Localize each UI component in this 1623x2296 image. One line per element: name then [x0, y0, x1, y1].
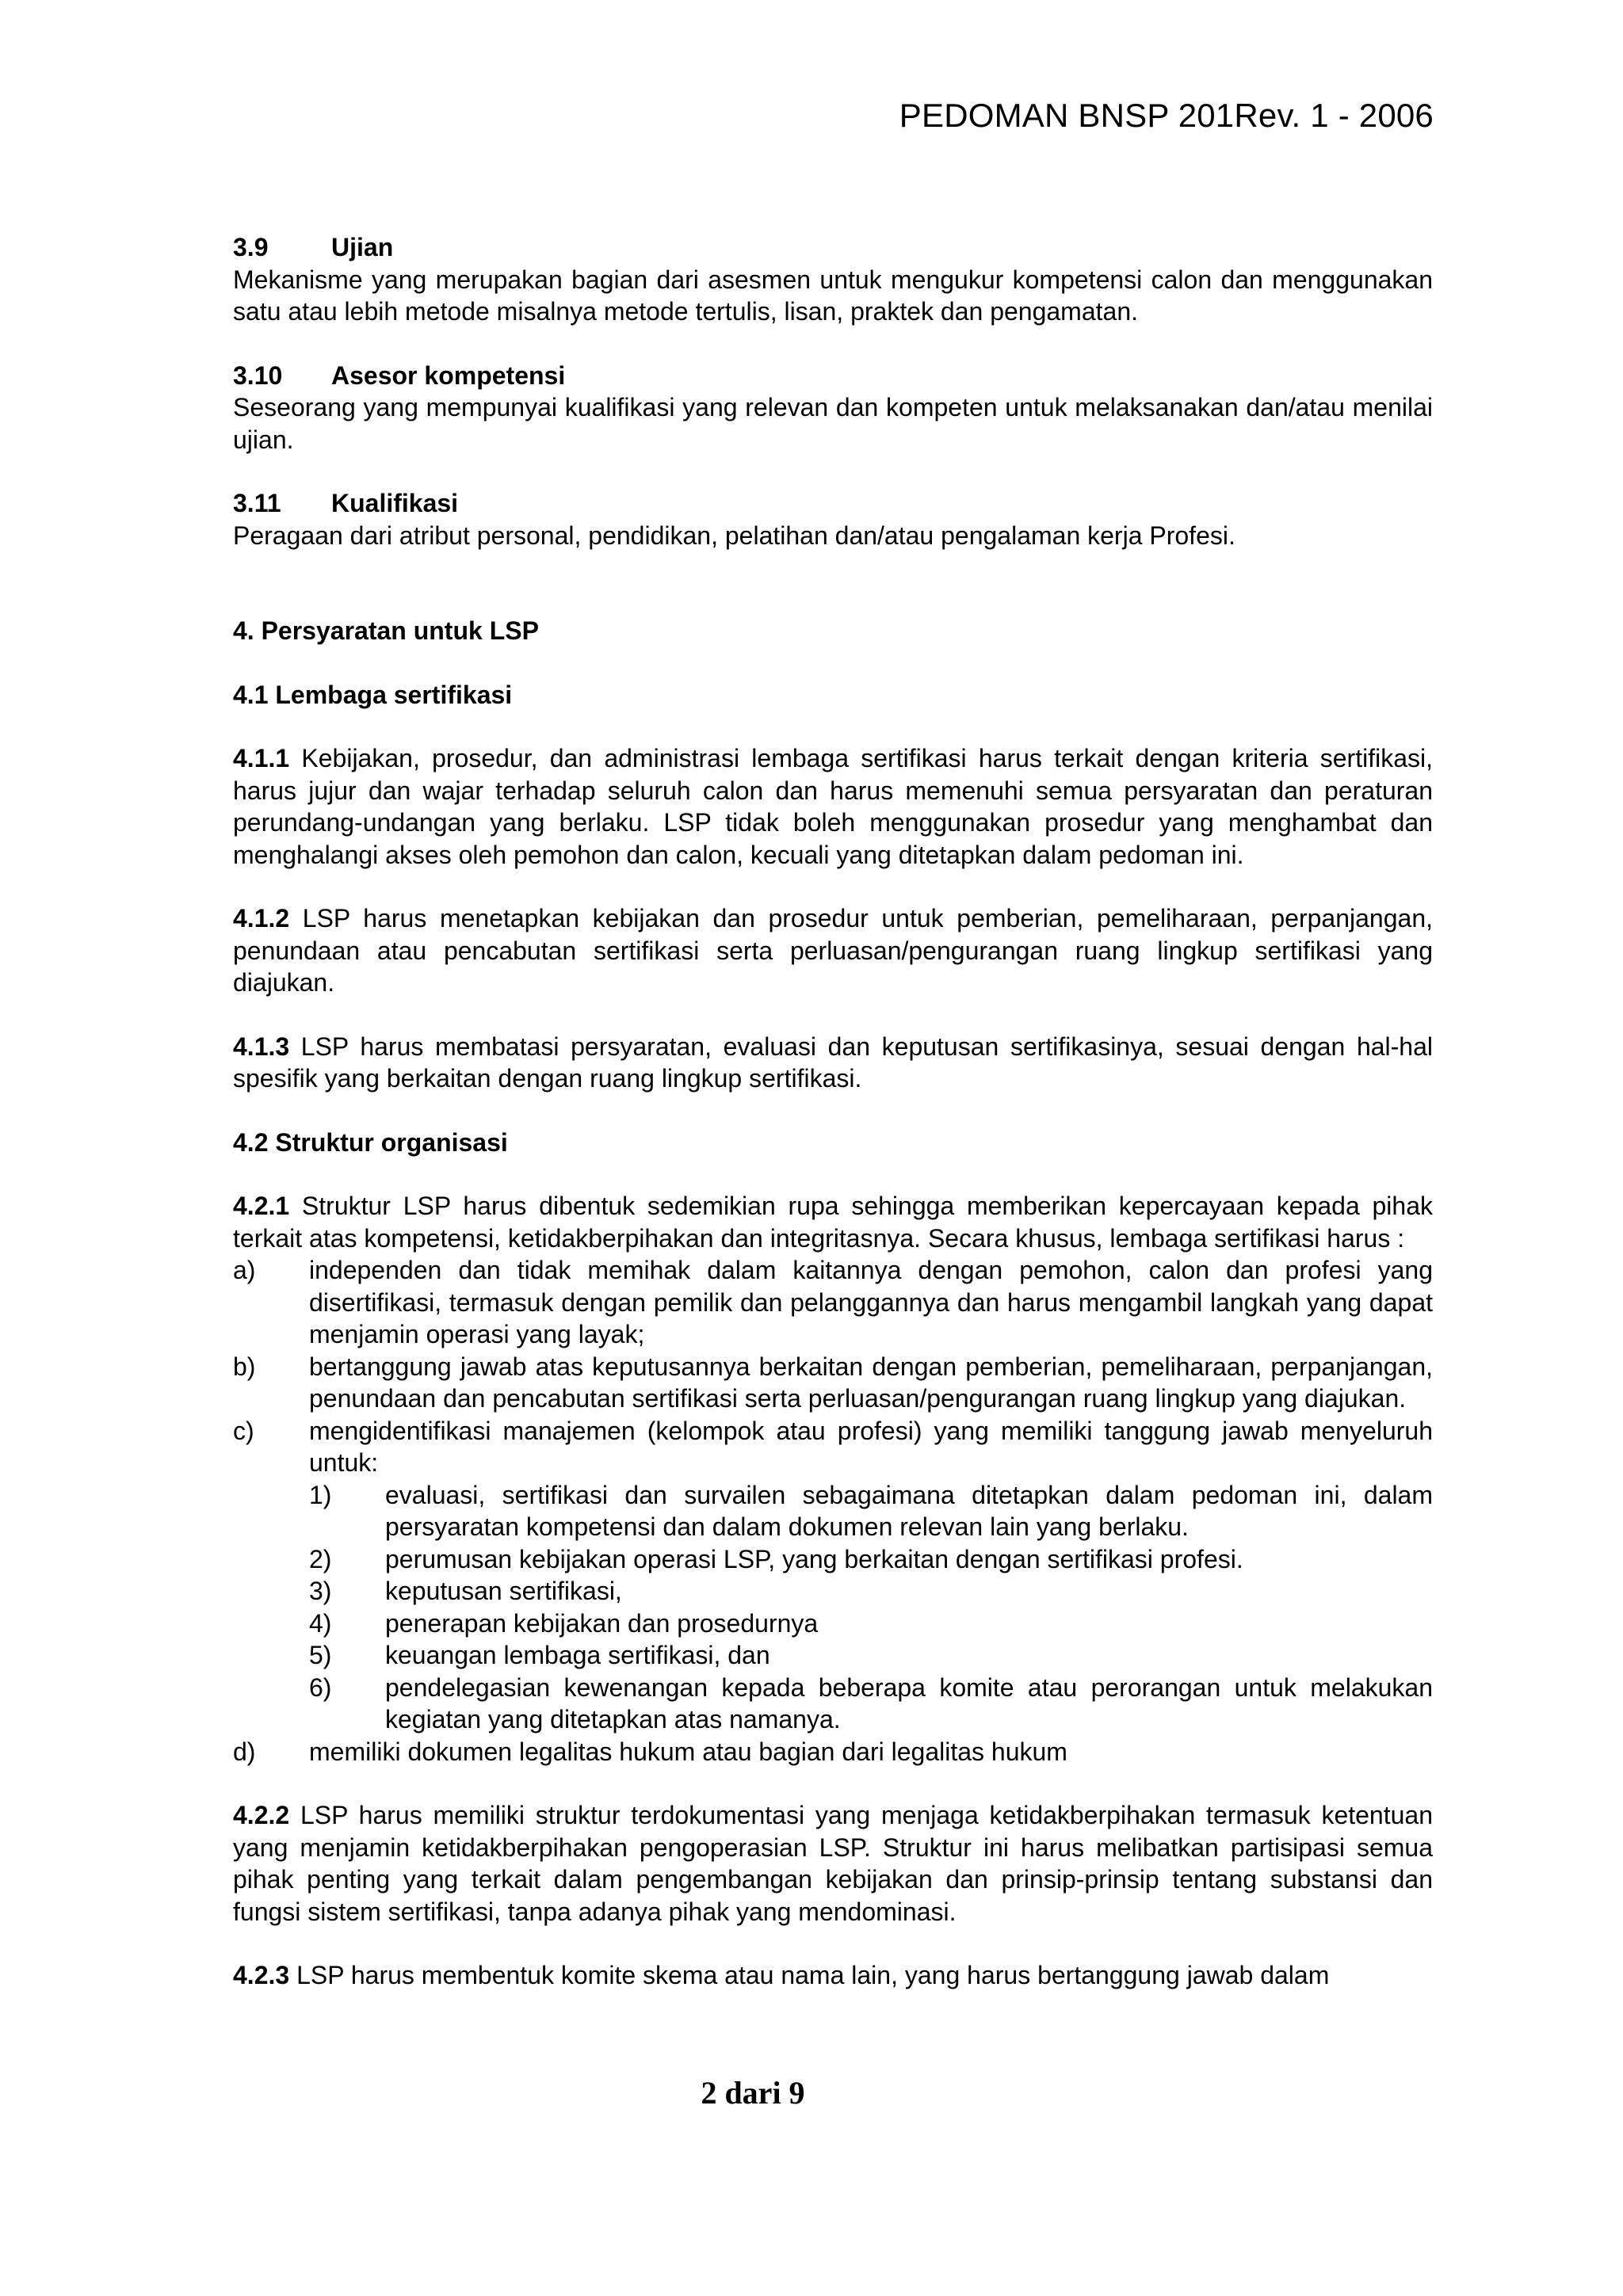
paragraph-4-2-1: [233, 1190, 1433, 1254]
sub-list-item-label: 6): [309, 1672, 332, 1702]
paragraph-text: LSP harus membatasi persyaratan, evaluasi dan keputusan sertifikasinya, sesuai dengan hal-hal spesifik yang berkaitan dengan ruang lingkup sertifikasi.: [233, 1032, 1433, 1093]
paragraph-text: LSP harus memiliki struktur terdokumentasi yang menjaga ketidakberpihakan termasuk ketentuan yang menjamin ketidakberpihakan pengoperasian LSP. Struktur ini harus melibatkan partisipasi semua pihak penting yang terkait dalam pengembangan kebijakan dan prinsip-prinsip tentang substansi dan fungsi sistem sertifikasi, tanpa adanya pihak yang mendominasi.: [233, 1801, 1433, 1926]
list-item-label: c): [233, 1416, 254, 1445]
sub-list-item: [233, 1543, 1433, 1576]
sub-list-item-label: 2): [309, 1544, 332, 1573]
list-item: [233, 1736, 1433, 1768]
def-title-text: Ujian: [331, 233, 394, 261]
def-title-3-9: [233, 231, 1433, 264]
paragraph-number: 4.2.3: [233, 1961, 290, 1989]
def-number: 3.10: [233, 360, 283, 390]
list-item-label: b): [233, 1352, 256, 1381]
sub-list-item: [233, 1639, 1433, 1672]
paragraph-number: 4.1.2: [233, 904, 290, 933]
list-item-text: mengidentifikasi manajemen (kelompok atau profesi) yang memiliki tanggung jawab menyeluruh untuk:: [309, 1416, 1433, 1477]
sub-list-item-text: keuangan lembaga sertifikasi, dan: [385, 1641, 770, 1669]
list-item-label: a): [233, 1256, 256, 1284]
def-title-3-10: [233, 360, 1433, 392]
sub-list-item-text: keputusan sertifikasi,: [385, 1577, 622, 1605]
sub-list-item-text: perumusan kebijakan operasi LSP, yang berkaitan dengan sertifikasi profesi.: [385, 1544, 1243, 1573]
section-4-heading: 4. Persyaratan untuk LSP: [233, 616, 539, 645]
sub-list-item-label: 5): [309, 1641, 332, 1669]
paragraph-4-1-1: [233, 742, 1433, 871]
paragraph-4-1-2: [233, 902, 1433, 999]
paragraph-text: LSP harus menetapkan kebijakan dan prosedur untuk pemberian, pemeliharaan, perpanjangan, penundaan atau pencabutan sertifikasi serta perluasan/pengurangan ruang lingkup sertifikasi yang diajukan.: [233, 904, 1433, 997]
sub-list-item: [233, 1575, 1433, 1608]
sub-list-item: [233, 1479, 1433, 1543]
sub-list-item-text: pendelegasian kewenangan kepada beberapa komite atau perorangan untuk melakukan kegiatan yang ditetapkan atas namanya.: [385, 1672, 1433, 1733]
list-item: [233, 1351, 1433, 1415]
sub-list-item-label: 4): [309, 1608, 332, 1638]
section-4-1-heading: 4.1 Lembaga sertifikasi: [233, 680, 513, 709]
section-4-2-heading: 4.2 Struktur organisasi: [233, 1127, 508, 1157]
page-number: 2 dari 9: [701, 2075, 805, 2111]
def-text-3-9: Mekanisme yang merupakan bagian dari asesmen untuk mengukur kompetensi calon dan menggunakan satu atau lebih metode misalnya metode tertulis, lisan, praktek dan pengamatan.: [233, 265, 1433, 326]
list-item: [233, 1254, 1433, 1351]
list-item-text: memiliki dokumen legalitas hukum atau bagian dari legalitas hukum: [309, 1737, 1067, 1766]
paragraph-text: Kebijakan, prosedur, dan administrasi lembaga sertifikasi harus terkait dengan kriteria sertifikasi, harus jujur dan wajar terhadap seluruh calon dan harus memenuhi semua persyaratan dan peraturan perundang-undangan yang berlaku. LSP tidak boleh menggunakan prosedur yang menghambat dan menghalangi akses oleh pemohon dan calon, kecuali yang ditetapkan dalam pedoman ini.: [233, 744, 1433, 869]
requirements-list: [233, 1254, 1433, 1768]
paragraph-4-2-2: [233, 1799, 1433, 1928]
list-item-text: independen dan tidak memihak dalam kaitannya dengan pemohon, calon dan profesi yang disertifikasi, termasuk dengan pemilik dan pelanggannya dan harus mengambil langkah yang dapat menjamin operasi yang layak;: [309, 1256, 1433, 1348]
sub-list-item: [233, 1608, 1433, 1640]
def-text-3-11: Peragaan dari atribut personal, pendidikan, pelatihan dan/atau pengalaman kerja Profesi.: [233, 521, 1235, 550]
paragraph-text: Struktur LSP harus dibentuk sedemikian rupa sehingga memberikan kepercayaan kepada pihak terkait atas kompetensi, ketidakberpihakan dan integritasnya. Secara khusus, lembaga sertifikasi harus :: [233, 1192, 1433, 1253]
paragraph-number: 4.1.3: [233, 1032, 290, 1061]
page-content: [233, 231, 1433, 1992]
def-text-3-10: Seseorang yang mempunyai kualifikasi yang relevan dan kompeten untuk melaksanakan dan/atau menilai ujian.: [233, 393, 1433, 454]
paragraph-4-1-3: [233, 1031, 1433, 1095]
paragraph-number: 4.1.1: [233, 744, 290, 772]
paragraph-number: 4.2.2: [233, 1801, 290, 1829]
def-number: 3.9: [233, 233, 269, 261]
sub-list-item-text: penerapan kebijakan dan prosedurnya: [385, 1608, 819, 1638]
def-title-text: Kualifikasi: [331, 489, 459, 517]
paragraph-number: 4.2.1: [233, 1192, 290, 1220]
sub-list-item-text: evaluasi, sertifikasi dan survailen sebagaimana ditetapkan dalam pedoman ini, dalam persyaratan kompetensi dan dalam dokumen relevan lain yang berlaku.: [385, 1480, 1433, 1541]
def-title-text: Asesor kompetensi: [331, 360, 566, 390]
def-title-3-11: [233, 487, 1433, 520]
list-item-text: bertanggung jawab atas keputusannya berkaitan dengan pemberian, pemeliharaan, perpanjangan, penundaan dan pencabutan sertifikasi serta perluasan/pengurangan ruang lingkup yang diajukan.: [309, 1352, 1433, 1413]
paragraph-4-2-3: [233, 1959, 1433, 1992]
list-item: [233, 1415, 1433, 1479]
def-number: 3.11: [233, 489, 281, 517]
sub-list-item-label: 1): [309, 1480, 332, 1509]
document-header: PEDOMAN BNSP 201Rev. 1 - 2006: [899, 97, 1434, 134]
sub-list-item-label: 3): [309, 1577, 332, 1605]
paragraph-text: LSP harus membentuk komite skema atau nama lain, yang harus bertanggung jawab dalam: [289, 1961, 1330, 1989]
list-item-label: d): [233, 1737, 256, 1766]
sub-list-item: [233, 1672, 1433, 1736]
